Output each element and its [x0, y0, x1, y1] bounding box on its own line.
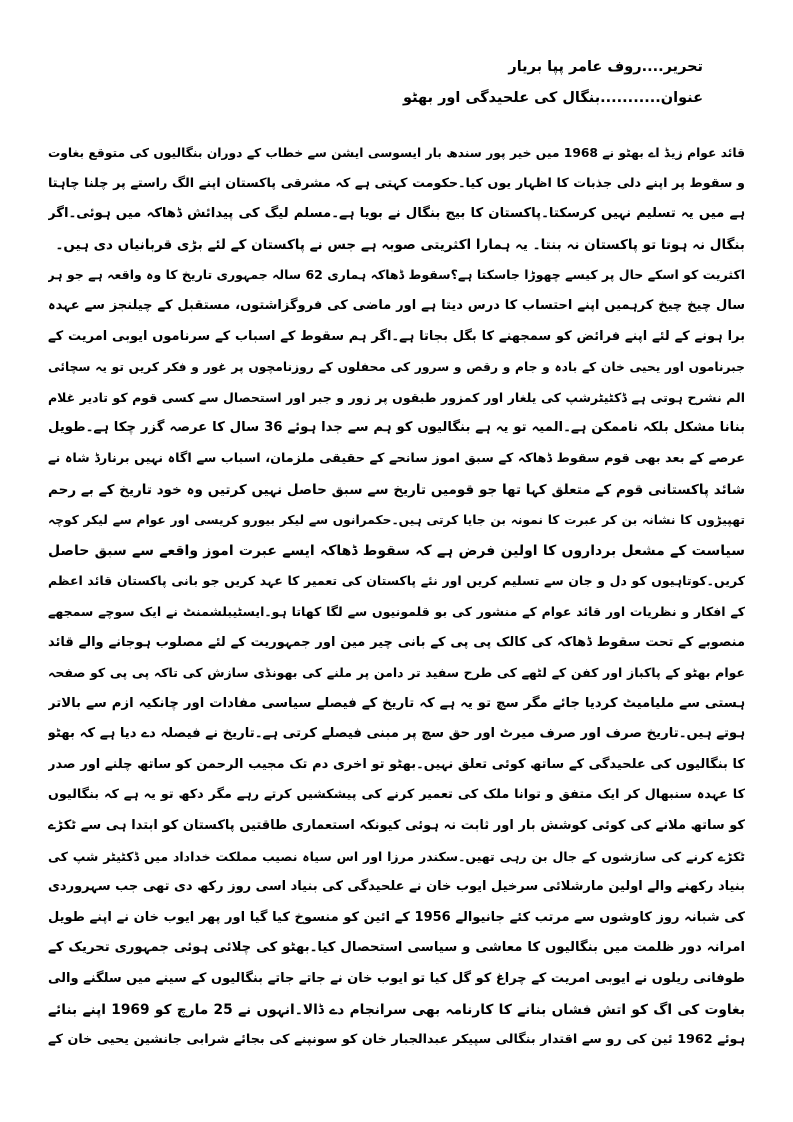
body-line: ہستی سے ملیامیٹ کردیا جائے مگر سچ تو یہ ہے کہ تاریخ کے فیصلے سیاسی مفادات اور چانکیہ ازم سے بالاتر: [48, 695, 745, 711]
article-header: [48, 52, 745, 114]
body-line: ہے میں یہ تسلیم نہیں کرسکتا۔پاکستان کا بیج بنگال نے بویا ہے۔مسلم لیگ کی پیدائش ڈھاکہ میں ہوئی۔اگر: [48, 206, 745, 222]
body-line: طوفانی ریلوں نے ایوبی امریت کے چراغ کو گل کیا تو ایوب خان نے جاتے جاتے بنگالیوں کے سینے میں سلگنے والی: [48, 971, 745, 987]
body-line: برا ہونے کے لئے اپنے فرائض کو سمجھنے کا بگل بجاتا ہے۔اگر ہم سقوط کے اسباب کے سرناموں ایوبی امریت کے: [48, 328, 745, 344]
body-line: کے افکار و نظریات اور قائد عوام کے منشور کی بو قلمونیوں سے لگا کھاتا ہو۔ایسٹیبلشمنٹ نے ایک سوچے سمجھے: [48, 603, 745, 619]
body-line: تھپیڑوں کا نشانہ بن کر عبرت کا نمونہ بن جایا کرتی ہیں۔حکمرانوں سے لیکر بیورو کریسی اور عوام سے لیکر کوچہ: [48, 513, 745, 528]
body-line: کا بنگالیوں کی علحیدگی کے ساتھ کوئی تعلق نہیں۔بھٹو تو اخری دم تک مجیب الرحمن کو ساتھ چلنے اور صدر: [48, 756, 745, 772]
body-line: بنیاد رکھنے والے اولین مارشلائی سرخیل ایوب خان نے علحیدگی کی بنیاد اسی روز رکھ دی تھی جب سہروردی: [48, 879, 745, 895]
body-line: کو ساتھ ملانے کی کوئی کوشش بار اور ثابت نہ ہوئی کیونکہ استعماری طاقتیں پاکستان کو ابتدا ہی سے ٹکڑے: [48, 818, 745, 834]
body-line: عرصے کے بعد بھی قوم سقوط ڈھاکہ کے سبق اموز سانحے کے حقیقی ملزمان، اسباب سے اگاہ نہیں برنارڈ شاہ نے: [48, 450, 745, 466]
body-line: ہوئے 1962 ئین کی رو سے اقتدار بنگالی سپیکر عبدالجبار خان کو سونپنے کی بجائے شرابی جانشین یحیی خان کے: [48, 1032, 745, 1048]
body-line: کا عہدہ سنبھال کر ایک متفق و توانا ملک کی تعمیر کرنے کی پیشکشیں کرتے رہے مگر دکھ تو یہ ہے کہ بنگالیوں: [48, 787, 745, 803]
body-line: سیاست کے مشعل برداروں کا اولین فرض ہے کہ سقوط ڈھاکہ ایسے عبرت اموز واقعے سے سبق حاصل: [48, 542, 745, 559]
body-line: بنانا مشکل بلکہ ناممکن ہے۔المیہ تو یہ ہے بنگالیوں کو ہم سے جدا ہوئے 36 سال کا عرصہ گزر چکا ہے۔طویل: [48, 420, 745, 436]
body-line: اکثریت کو اسکے حال پر کیسے چھوڑا جاسکتا ہے؟سقوط ڈھاکہ ہماری 62 سالہ جمہوری تاریخ کا وہ واقعہ ہے جو ہر: [48, 267, 745, 283]
article-body: [48, 138, 745, 1056]
body-line: ہوتے ہیں۔تاریخ صرف اور صرف میرٹ اور حق سچ پر مبنی فیصلے کرتی ہے۔تاریخ نے فیصلہ دے دیا ہے کہ بھٹو: [48, 726, 745, 742]
title-line: عنوان...........بنگال کی علحیدگی اور بھٹو: [403, 90, 703, 106]
body-line: امرانہ دور ظلمت میں بنگالیوں کا معاشی و سیاسی استحصال کیا۔بھٹو کی چلائی ہوئی جمہوری تحریک کے: [48, 940, 745, 956]
body-line: شائد پاکستانی قوم کے متعلق کہا تھا جو قومیں تاریخ سے سبق حاصل نہیں کرتیں وہ خود تاریخ کے بے رحم: [48, 481, 745, 498]
body-line: عوام بھٹو کے پاکباز اور کفن کے لٹھے کی طرح سفید تر دامن پر ملنے کی بھونڈی سازش کی تاکہ پی پی کو صفحہ: [48, 665, 745, 681]
body-line: بنگال نہ ہوتا تو پاکستان نہ بنتا۔ یہ ہمارا اکثریتی صوبہ ہے جس نے پاکستان کے لئے بڑی قربانیاں دی ہیں۔: [55, 236, 745, 253]
body-line: جبرناموں اور یحیی خان کے بادہ و جام و رقص و سرور کی محفلوں کے روزنامچوں پر غور و فکر کریں تو یہ سچائی: [48, 360, 745, 375]
body-line: قائد عوام زیڈ اے بھٹو نے 1968 میں خیر پور سندھ بار ایسوسی ایشن سے خطاب کے دوران بنگالیوں کی متوقع بغاوت: [48, 146, 745, 160]
author-line: تحریر....روف عامر پپا بریار: [508, 59, 703, 75]
body-line: بغاوت کی اگ کو اتش فشاں بنانے کا کارنامہ بھی سرانجام دے ڈالا۔انہوں نے 25 مارچ کو 1969 اپنے بنائے: [48, 1001, 745, 1018]
body-line: الم نشرح ہوتی ہے ڈکٹیٹرشپ کی یلغار اور کمزور طبقوں پر زور و جبر اور استحصال سے کسی قوم کو تادیر غلام: [48, 389, 745, 405]
body-line: سال چیخ چیخ کرہمیں اپنے احتساب کا درس دیتا ہے اور ماضی کی فروگزاشتوں، مستقبل کے چیلنجز سے عہدہ: [48, 297, 745, 313]
body-line: و سقوط پر اپنے دلی جذبات کا اظہار یوں کیا۔حکومت کہتی ہے کہ مشرقی پاکستان اپنے الگ راستے پر چلنا چاہتا: [48, 175, 745, 191]
body-line: ٹکڑے کرنے کی سازشوں کے جال بن رہی تھیں۔سکندر مرزا اور اس سیاہ نصیب مملکت خداداد میں ڈکٹیٹر شپ کی: [48, 848, 745, 864]
body-line: کریں۔کوتاہیوں کو دل و جان سے تسلیم کریں اور نئے پاکستان کی تعمیر کا عہد کریں جو بانی پاکستان قائد اعظم: [48, 573, 745, 589]
body-line: کی شبانہ روز کاوشوں سے مرتب کئے جانیوالے 1956 کے ائین کو منسوخ کیا گیا اور پھر ایوب خان نے اپنے طویل: [48, 909, 745, 925]
body-line: منصوبے کے تحت سقوط ڈھاکہ کی کالک پی پی کے بانی چیر مین اور جمہوریت کے لئے مصلوب ہوجانے والے قائد: [48, 634, 745, 650]
